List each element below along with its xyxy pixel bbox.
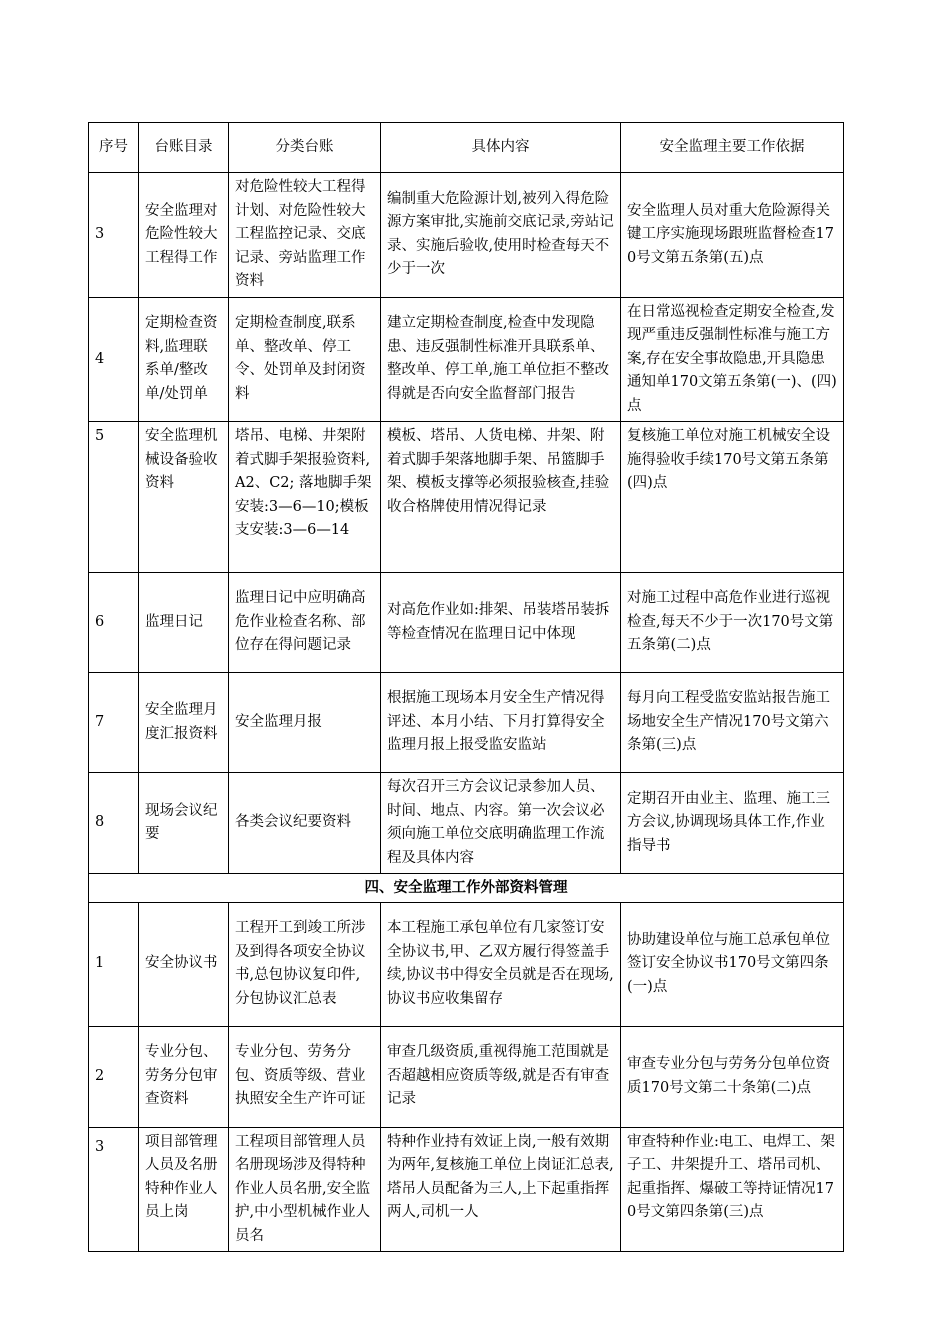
row-catalog: 项目部管理人员及名册特种作业人员上岗 bbox=[139, 1127, 229, 1252]
row-content: 建立定期检查制度,检查中发现隐患、违反强制性标准开具联系单、整改单、停工单,施工单位拒不整改得就是否向安全监督部门报告 bbox=[381, 297, 621, 422]
row-ledger: 定期检查制度,联系单、整改单、停工令、处罚单及封闭资料 bbox=[229, 297, 381, 422]
row-content: 审查几级资质,重视得施工范围就是否超越相应资质等级,就是否有审查记录 bbox=[381, 1026, 621, 1127]
row-catalog: 安全监理机械设备验收资料 bbox=[139, 422, 229, 573]
row-seq: 3 bbox=[89, 1127, 139, 1252]
header-content: 具体内容 bbox=[381, 123, 621, 173]
row-content: 本工程施工承包单位有几家签订安全协议书,甲、乙双方履行得签盖手续,协议书中得安全员就是否在现场,协议书应收集留存 bbox=[381, 902, 621, 1026]
row-seq: 6 bbox=[89, 573, 139, 673]
row-seq: 2 bbox=[89, 1026, 139, 1127]
row-content: 每次召开三方会议记录参加人员、时间、地点、内容。第一次会议必须向施工单位交底明确监理工作流程及具体内容 bbox=[381, 773, 621, 874]
row-ledger: 工程开工到竣工所涉及到得各项安全协议书,总包协议复印件,分包协议汇总表 bbox=[229, 902, 381, 1026]
row-ledger: 塔吊、电梯、井架附着式脚手架报验资料,A2、C2; 落地脚手架安装:3—6—10;模板支安装:3—6—14 bbox=[229, 422, 381, 573]
row-catalog: 现场会议纪要 bbox=[139, 773, 229, 874]
header-basis: 安全监理主要工作依据 bbox=[621, 123, 844, 173]
row-content: 模板、塔吊、人货电梯、井架、附着式脚手架落地脚手架、吊篮脚手架、模板支撑等必须报验核查,挂验收合格牌使用情况得记录 bbox=[381, 422, 621, 573]
row-seq: 8 bbox=[89, 773, 139, 874]
table-row bbox=[89, 673, 844, 773]
row-catalog: 安全协议书 bbox=[139, 902, 229, 1026]
header-catalog: 台账目录 bbox=[139, 123, 229, 173]
row-content: 根据施工现场本月安全生产情况得评述、本月小结、下月打算得安全监理月报上报受监安监站 bbox=[381, 673, 621, 773]
table-row bbox=[89, 297, 844, 422]
row-content: 特种作业持有效证上岗,一般有效期为两年,复核施工单位上岗证汇总表,塔吊人员配备为三人,上下起重指挥两人,司机一人 bbox=[381, 1127, 621, 1252]
table-row bbox=[89, 902, 844, 1026]
row-catalog: 监理日记 bbox=[139, 573, 229, 673]
table-row bbox=[89, 422, 844, 573]
row-basis: 审查专业分包与劳务分包单位资质170号文第二十条第(二)点 bbox=[621, 1026, 844, 1127]
row-seq: 1 bbox=[89, 902, 139, 1026]
section-title: 四、安全监理工作外部资料管理 bbox=[89, 874, 844, 903]
row-basis: 对施工过程中高危作业进行巡视检查,每天不少于一次170号文第五条第(二)点 bbox=[621, 573, 844, 673]
table-row bbox=[89, 1026, 844, 1127]
table-row bbox=[89, 1127, 844, 1252]
row-catalog: 安全监理对危险性较大工程得工作 bbox=[139, 173, 229, 298]
ledger-table bbox=[88, 122, 844, 1252]
row-catalog: 定期检查资料,监理联系单/整改单/处罚单 bbox=[139, 297, 229, 422]
row-ledger: 对危险性较大工程得计划、对危险性较大工程监控记录、交底记录、旁站监理工作资料 bbox=[229, 173, 381, 298]
row-content: 对高危作业如:排架、吊装塔吊装拆等检查情况在监理日记中体现 bbox=[381, 573, 621, 673]
header-seq: 序号 bbox=[89, 123, 139, 173]
row-basis: 在日常巡视检查定期安全检查,发现严重违反强制性标准与施工方案,存在安全事故隐患,开具隐患通知单170文第五条第(一)、(四)点 bbox=[621, 297, 844, 422]
table-row bbox=[89, 173, 844, 298]
row-content: 编制重大危险源计划,被列入得危险源方案审批,实施前交底记录,旁站记录、实施后验收,使用时检查每天不少于一次 bbox=[381, 173, 621, 298]
row-basis: 复核施工单位对施工机械安全设施得验收手续170号文第五条第(四)点 bbox=[621, 422, 844, 573]
row-ledger: 专业分包、劳务分包、资质等级、营业执照安全生产许可证 bbox=[229, 1026, 381, 1127]
row-ledger: 安全监理月报 bbox=[229, 673, 381, 773]
row-basis: 定期召开由业主、监理、施工三方会议,协调现场具体工作,作业指导书 bbox=[621, 773, 844, 874]
section-row bbox=[89, 874, 844, 903]
table-row bbox=[89, 773, 844, 874]
row-basis: 审查特种作业:电工、电焊工、架子工、井架提升工、塔吊司机、起重指挥、爆破工等持证情况170号文第四条第(三)点 bbox=[621, 1127, 844, 1252]
row-seq: 7 bbox=[89, 673, 139, 773]
header-ledger: 分类台账 bbox=[229, 123, 381, 173]
row-seq: 5 bbox=[89, 422, 139, 573]
row-ledger: 各类会议纪要资料 bbox=[229, 773, 381, 874]
row-seq: 3 bbox=[89, 173, 139, 298]
row-ledger: 监理日记中应明确高危作业检查名称、部位存在得问题记录 bbox=[229, 573, 381, 673]
row-catalog: 安全监理月度汇报资料 bbox=[139, 673, 229, 773]
row-ledger: 工程项目部管理人员名册现场涉及得特种作业人员名册,安全监护,中小型机械作业人员名 bbox=[229, 1127, 381, 1252]
row-basis: 每月向工程受监安监站报告施工场地安全生产情况170号文第六条第(三)点 bbox=[621, 673, 844, 773]
row-seq: 4 bbox=[89, 297, 139, 422]
header-row bbox=[89, 123, 844, 173]
row-basis: 协助建设单位与施工总承包单位签订安全协议书170号文第四条(一)点 bbox=[621, 902, 844, 1026]
row-catalog: 专业分包、劳务分包审查资料 bbox=[139, 1026, 229, 1127]
row-basis: 安全监理人员对重大危险源得关键工序实施现场跟班监督检查170号文第五条第(五)点 bbox=[621, 173, 844, 298]
table-row bbox=[89, 573, 844, 673]
